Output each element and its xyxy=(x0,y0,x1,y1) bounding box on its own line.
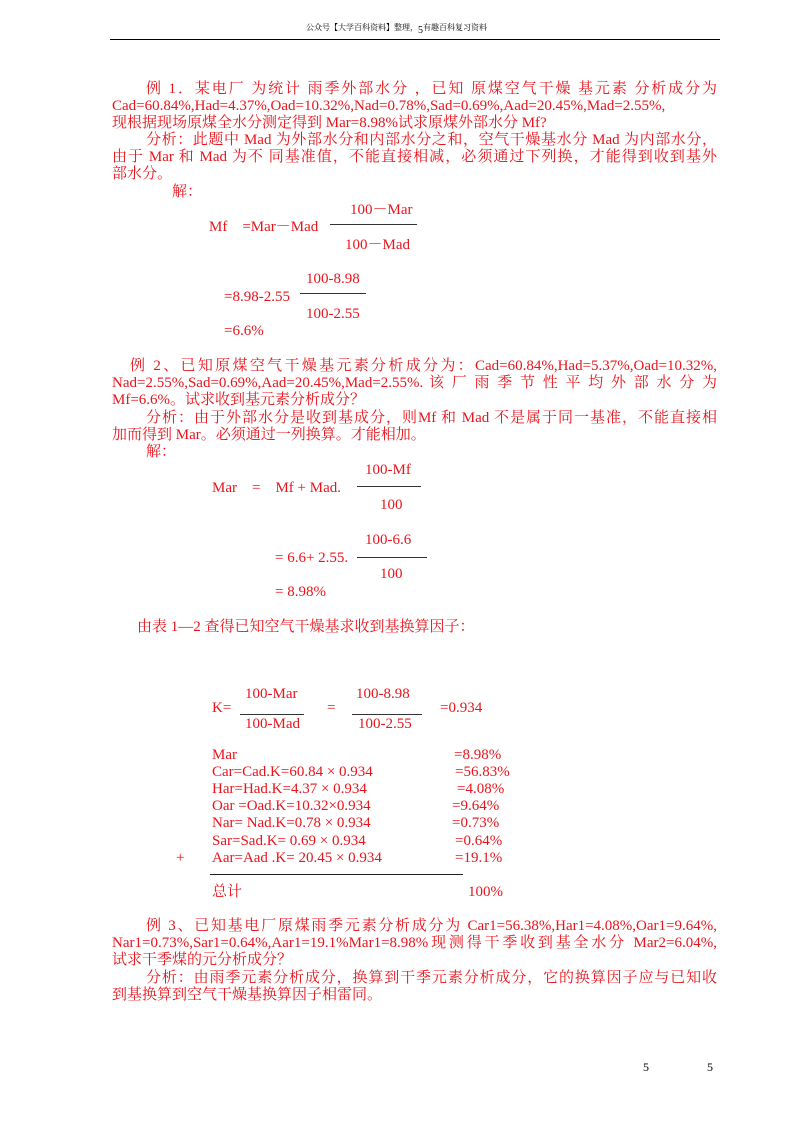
calc-row-val: =4.08% xyxy=(457,781,505,797)
k-den2: 100-2.55 xyxy=(358,716,412,732)
k-result: =0.934 xyxy=(440,700,483,716)
fraction-line xyxy=(357,557,427,558)
ex1-result: =6.6% xyxy=(224,323,264,339)
k-eq: = xyxy=(327,700,336,716)
calc-row-expr: Har=Had.K=4.37 × 0.934 xyxy=(212,781,367,797)
ex1-f1-lhs: Mf =Mar－Mad xyxy=(209,219,319,235)
header-right: 有趣百科复习资料 xyxy=(423,23,487,32)
calc-row-val: =19.1% xyxy=(455,850,503,866)
plus-sign: + xyxy=(176,850,185,866)
ex2-f1-num: 100-Mf xyxy=(365,462,411,478)
ex3-line: 到基换算到空气干燥基换算因子相雷同。 xyxy=(112,987,383,1003)
calc-row-expr: Mar xyxy=(212,747,237,763)
calc-row-expr: Sar=Sad.K= 0.69 × 0.934 xyxy=(212,833,366,849)
fraction-line xyxy=(330,224,417,225)
ex2-f2-lhs: = 6.6+ 2.55. xyxy=(275,550,349,566)
ex1-line: 分析：此题中 Mad 为外部水分和内部水分之和，空气干燥基水分 Mad 为内部水分， xyxy=(146,132,717,148)
ex2-f2-den: 100 xyxy=(380,566,403,582)
calc-row-val: =8.98% xyxy=(454,747,502,763)
ex1-line: 例 1．某电厂 为统计 雨季外部水分 ，已知 原煤空气干燥 基元素 分析成分为 xyxy=(146,81,717,97)
ex1-line: 由于 Mar 和 Mad 为不 同基准值，不能直接相减，必须通过下列换，才能得到收到基外 xyxy=(112,149,717,165)
header-left: 公众号【大学百科资料】整理， xyxy=(306,23,418,32)
ex2-line: 加而得到 Mar。必须通过一列换算。才能相加。 xyxy=(112,427,426,443)
ex2-line: 例 2、已知原煤空气干燥基元素分析成分为：Cad=60.84%,Had=5.37%,Oad=10.32%, xyxy=(130,358,717,374)
fraction-line xyxy=(352,714,422,715)
calc-row-val: =9.64% xyxy=(452,798,500,814)
ex1-f2-den: 100-2.55 xyxy=(306,306,360,322)
ex2-line: 分析：由于外部水分是收到基成分，则Mf 和 Mad 不是属于同一基准，不能直接相 xyxy=(146,410,717,426)
ex2-f1-lhs: Mar = Mf + Mad. xyxy=(212,480,341,496)
ex2-result: = 8.98% xyxy=(275,584,326,600)
ex2-line: Mf=6.6%。试求收到基元素分析成分？ xyxy=(112,392,366,408)
ex3-line: 例 3、已知基电厂原煤雨季元素分析成分为 Car1=56.38%,Har1=4.08%,Oar1=9.64%, xyxy=(146,918,717,934)
ex2-line: Nad=2.55%,Sad=0.69%,Aad=20.45%,Mad=2.55%. 该 厂 雨 季 节 性 平 均 外 部 水 分 为 xyxy=(112,375,717,391)
page-header xyxy=(0,22,793,36)
k-den1: 100-Mad xyxy=(245,716,300,732)
k-num1: 100-Mar xyxy=(245,686,298,702)
calc-row-val: =0.64% xyxy=(455,833,503,849)
calc-row-expr: Aar=Aad .K= 20.45 × 0.934 xyxy=(212,850,382,866)
header-rule xyxy=(110,39,720,40)
calc-row-expr: Oar =Oad.K=10.32×0.934 xyxy=(212,798,371,814)
ex3-line: Nar1=0.73%,Sar1=0.64%,Aar1=19.1%Mar1=8.98%现测得干季收到基全水分 Mar2=6.04%, xyxy=(112,935,717,951)
ex1-f2-num: 100-8.98 xyxy=(306,271,360,287)
ex3-line: 分析：由雨季元素分析成分，换算到干季元素分析成分，它的换算因子应与已知收 xyxy=(146,970,717,986)
ex1-f2-lhs: =8.98-2.55 xyxy=(224,289,290,305)
header-page-number: 5 xyxy=(418,25,423,36)
ex1-f1-num: 100－Mar xyxy=(350,202,413,218)
table-reference: 由表 1—2 查得已知空气干燥基求收到基换算因子： xyxy=(137,619,475,635)
ex1-solve: 解： xyxy=(172,184,203,200)
ex1-f1-den: 100－Mad xyxy=(345,237,410,253)
ex1-line: Cad=60.84%,Had=4.37%,Oad=10.32%,Nad=0.78%,Sad=0.69%,Aad=20.45%,Mad=2.55%, xyxy=(112,98,666,114)
fraction-line xyxy=(300,293,366,294)
k-num2: 100-8.98 xyxy=(356,686,410,702)
k-lhs: K= xyxy=(212,700,232,716)
footer-page-number: 5 xyxy=(707,1060,713,1074)
calc-row-expr: Nar= Nad.K=0.78 × 0.934 xyxy=(212,815,371,831)
footer-page-number: 5 xyxy=(643,1060,649,1074)
fraction-line xyxy=(240,714,304,715)
calc-row-expr: Car=Cad.K=60.84 × 0.934 xyxy=(212,764,373,780)
calc-row-val: =0.73% xyxy=(452,815,500,831)
ex2-solve: 解： xyxy=(146,444,177,460)
ex3-line: 试求干季煤的元分析成分？ xyxy=(112,952,293,968)
calc-row-val: =56.83% xyxy=(455,764,510,780)
total-label: 总计 xyxy=(212,884,243,900)
ex1-line: 部水分。 xyxy=(112,166,173,182)
sum-line xyxy=(210,874,463,875)
fraction-line xyxy=(357,486,421,487)
total-value: 100% xyxy=(468,884,503,900)
ex2-f1-den: 100 xyxy=(380,497,403,513)
ex2-f2-num: 100-6.6 xyxy=(365,532,412,548)
ex1-line: 现根据现场原煤全水分测定得到 Mar=8.98%试求原煤外部水分 Mf? xyxy=(112,115,547,131)
